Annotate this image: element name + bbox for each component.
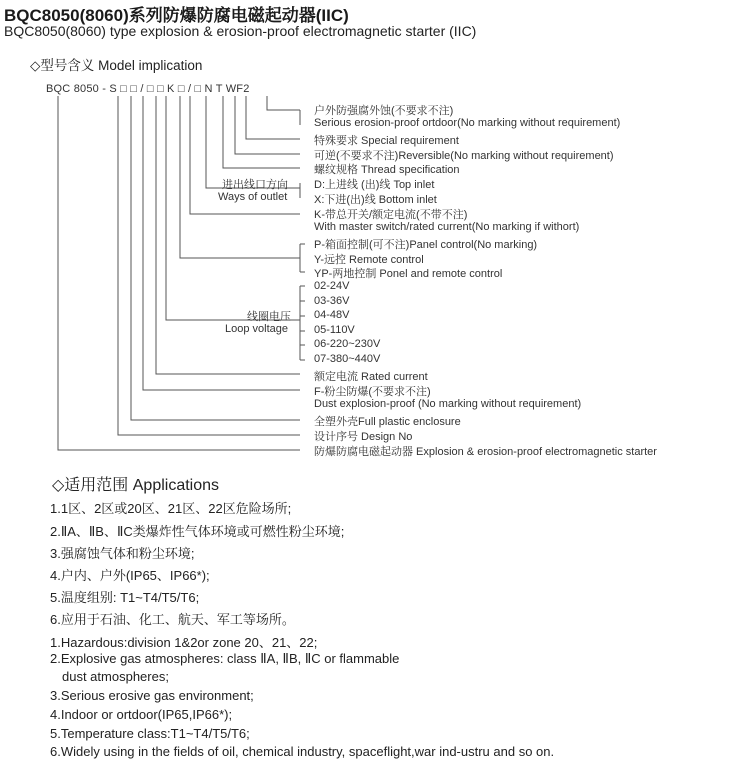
page-title: BQC8050(8060)系列防爆防腐电磁起动器(IIC) (4, 6, 349, 25)
desc-voltage-05: 05-110V (314, 324, 355, 336)
desc-bottom-inlet: X:下进(出)线 Bottom inlet (314, 194, 437, 206)
model-code: BQC 8050 - S □ □ / □ □ K □ / □ N T WF2 (46, 83, 250, 95)
desc-master-switch-en: With master switch/rated current(No marking if withort) (314, 221, 580, 233)
app-en-item-1: 1.Hazardous:division 1&2or zone 20、21、22; (50, 635, 318, 650)
desc-outdoor-en: Serious erosion-proof ortdoor(No marking without requirement) (314, 117, 621, 129)
outlet-label-en: Ways of outlet (218, 191, 288, 203)
desc-top-inlet: D:上进线 (出)线 Top inlet (314, 179, 435, 191)
desc-dust-cn: F-粉尘防爆(不要求不注) (314, 386, 431, 398)
app-en-item-6: 6.Widely using in the fields of oil, chemical industry, spaceflight,war ind-ustru and so on. (50, 744, 555, 759)
app-cn-item-4: 4.户内、户外(IP65、IP66*); (50, 568, 210, 583)
desc-master-switch-cn: K-带总开关/额定电流(不带不注) (314, 209, 468, 221)
page-subtitle: BQC8050(8060) type explosion & erosion-proof electromagnetic starter (IIC) (4, 23, 477, 39)
app-en-item-2-cont: dust atmospheres; (62, 669, 169, 684)
desc-outdoor-cn: 户外防强腐外蚀(不要求不注) (314, 105, 454, 117)
desc-dust-en: Dust explosion-proof (No marking without requirement) (314, 398, 582, 410)
app-en-item-4: 4.Indoor or ortdoor(IP65,IP66*); (50, 707, 233, 722)
voltage-label-cn: 线圈电压 (247, 311, 291, 323)
desc-design-no: 设计序号 Design No (314, 431, 413, 443)
desc-reversible: 可逆(不要求不注)Reversible(No marking without requirement) (314, 150, 614, 162)
app-en-item-3: 3.Serious erosive gas environment; (50, 688, 254, 703)
desc-starter: 防爆防腐电磁起动器 Explosion & erosion-proof electromagnetic starter (314, 446, 657, 458)
app-en-item-2: 2.Explosive gas atmospheres: class ⅡA, ⅡB, ⅡC or flammable (50, 651, 400, 666)
app-cn-item-3: 3.强腐蚀气体和粉尘环境; (50, 546, 195, 561)
app-cn-item-2: 2.ⅡA、ⅡB、ⅡC类爆炸性气体环境或可燃性粉尘环境; (50, 524, 345, 539)
applications-heading: ◇适用范围 Applications (52, 477, 220, 494)
app-cn-item-6: 6.应用于石油、化工、航天、军工等场所。 (50, 612, 295, 627)
desc-voltage-04: 04-48V (314, 309, 350, 321)
outlet-label-cn: 进出线口方向 (222, 179, 288, 191)
app-cn-item-1: 1.1区、2区或20区、21区、22区危险场所; (50, 501, 292, 516)
desc-voltage-07: 07-380~440V (314, 353, 381, 365)
desc-thread: 螺纹规格 Thread specification (314, 164, 460, 176)
desc-remote-control: Y-远控 Remote control (314, 254, 424, 266)
desc-voltage-03: 03-36V (314, 295, 350, 307)
voltage-label-en: Loop voltage (225, 323, 288, 335)
app-cn-item-5: 5.温度组别: T1~T4/T5/T6; (50, 590, 200, 605)
desc-voltage-02: 02-24V (314, 280, 350, 292)
desc-panel-remote: YP-两地控制 Ponel and remote control (314, 268, 503, 280)
desc-voltage-06: 06-220~230V (314, 338, 381, 350)
desc-panel-control: P-箱面控制(可不注)Panel control(No marking) (314, 239, 538, 251)
app-en-item-5: 5.Temperature class:T1~T4/T5/T6; (50, 726, 250, 741)
desc-special: 特殊要求 Special requirement (314, 135, 459, 147)
desc-plastic-enclosure: 全塑外壳Full plastic enclosure (314, 416, 461, 428)
model-heading: ◇型号含义 Model implication (30, 58, 203, 73)
desc-rated-current: 额定电流 Rated current (314, 371, 428, 383)
